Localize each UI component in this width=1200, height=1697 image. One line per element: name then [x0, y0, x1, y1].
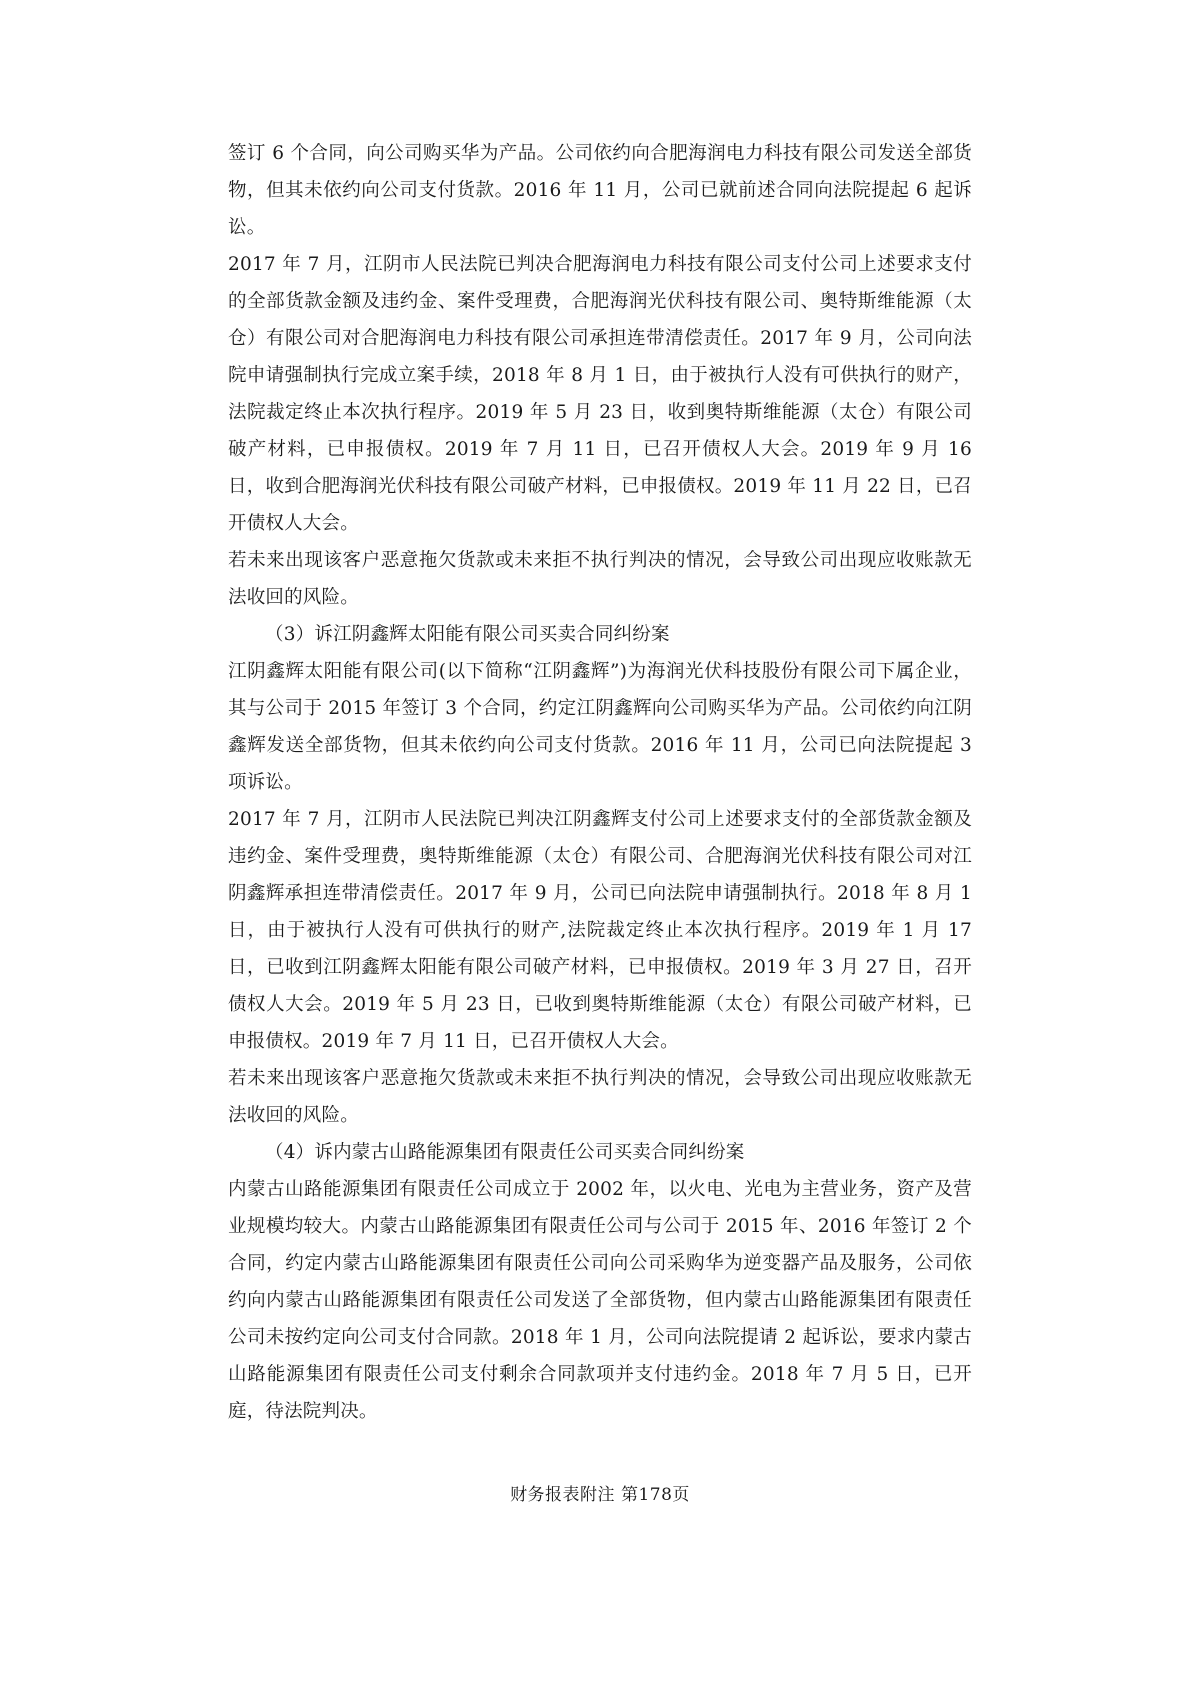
paragraph: 2017 年 7 月，江阴市人民法院已判决合肥海润电力科技有限公司支付公司上述要求支付的全部货款金额及违约金、案件受理费，合肥海润光伏科技有限公司、奥特斯维能源（太仓）有限公司对合肥海润电力科技有限公司承担连带清偿责任。2017 年 9 月，公司向法院申请强制执行完成立案手续，2018 年 8 月 1 日，由于被执行人没有可供执行的财产，法院裁定终止本次执行程序。2019 年 5 月 23 日，收到奥特斯维能源（太仓）有限公司破产材料，已申报债权。2019 年 7 月 11 日，已召开债权人大会。2019 年 9 月 16 日，收到合肥海润光伏科技有限公司破产材料，已申报债权。2019 年 11 月 22 日，已召开债权人大会。: [228, 254, 972, 534]
page-body: [228, 135, 972, 1430]
paragraph: 2017 年 7 月，江阴市人民法院已判决江阴鑫辉支付公司上述要求支付的全部货款金额及违约金、案件受理费，奥特斯维能源（太仓）有限公司、合肥海润光伏科技有限公司对江阴鑫辉承担连带清偿责任。2017 年 9 月，公司已向法院申请强制执行。2018 年 8 月 1 日，由于被执行人没有可供执行的财产,法院裁定终止本次执行程序。2019 年 1 月 17 日，已收到江阴鑫辉太阳能有限公司破产材料，已申报债权。2019 年 3 月 27 日，召开债权人大会。2019 年 5 月 23 日，已收到奥特斯维能源（太仓）有限公司破产材料，已申报债权。2019 年 7 月 11 日，已召开债权人大会。: [228, 809, 972, 1052]
paragraph: 内蒙古山路能源集团有限责任公司成立于 2002 年，以火电、光电为主营业务，资产及营业规模均较大。内蒙古山路能源集团有限责任公司与公司于 2015 年、2016 年签订 2 个合同，约定内蒙古山路能源集团有限责任公司向公司采购华为逆变器产品及服务，公司依约向内蒙古山路能源集团有限责任公司发送了全部货物，但内蒙古山路能源集团有限责任公司未按约定向公司支付合同款。2018 年 1 月，公司向法院提请 2 起诉讼，要求内蒙古山路能源集团有限责任公司支付剩余合同款项并支付违约金。2018 年 7 月 5 日，已开庭，待法院判决。: [228, 1179, 972, 1422]
section-heading-3: （3）诉江阴鑫辉太阳能有限公司买卖合同纠纷案: [265, 624, 670, 645]
section-heading-4: （4）诉内蒙古山路能源集团有限责任公司买卖合同纠纷案: [265, 1142, 745, 1163]
paragraph: 若未来出现该客户恶意拖欠货款或未来拒不执行判决的情况，会导致公司出现应收账款无法收回的风险。: [228, 1068, 972, 1126]
paragraph: 签订 6 个合同，向公司购买华为产品。公司依约向合肥海润电力科技有限公司发送全部货物，但其未依约向公司支付货款。2016 年 11 月，公司已就前述合同向法院提起 6 起诉讼。: [228, 143, 972, 238]
page-footer: 财务报表附注 第178页: [510, 1485, 690, 1505]
paragraph: 若未来出现该客户恶意拖欠货款或未来拒不执行判决的情况，会导致公司出现应收账款无法收回的风险。: [228, 550, 972, 608]
paragraph: 江阴鑫辉太阳能有限公司(以下简称“江阴鑫辉”)为海润光伏科技股份有限公司下属企业，其与公司于 2015 年签订 3 个合同，约定江阴鑫辉向公司购买华为产品。公司依约向江阴鑫辉发送全部货物，但其未依约向公司支付货款。2016 年 11 月，公司已向法院提起 3 项诉讼。: [228, 661, 972, 793]
